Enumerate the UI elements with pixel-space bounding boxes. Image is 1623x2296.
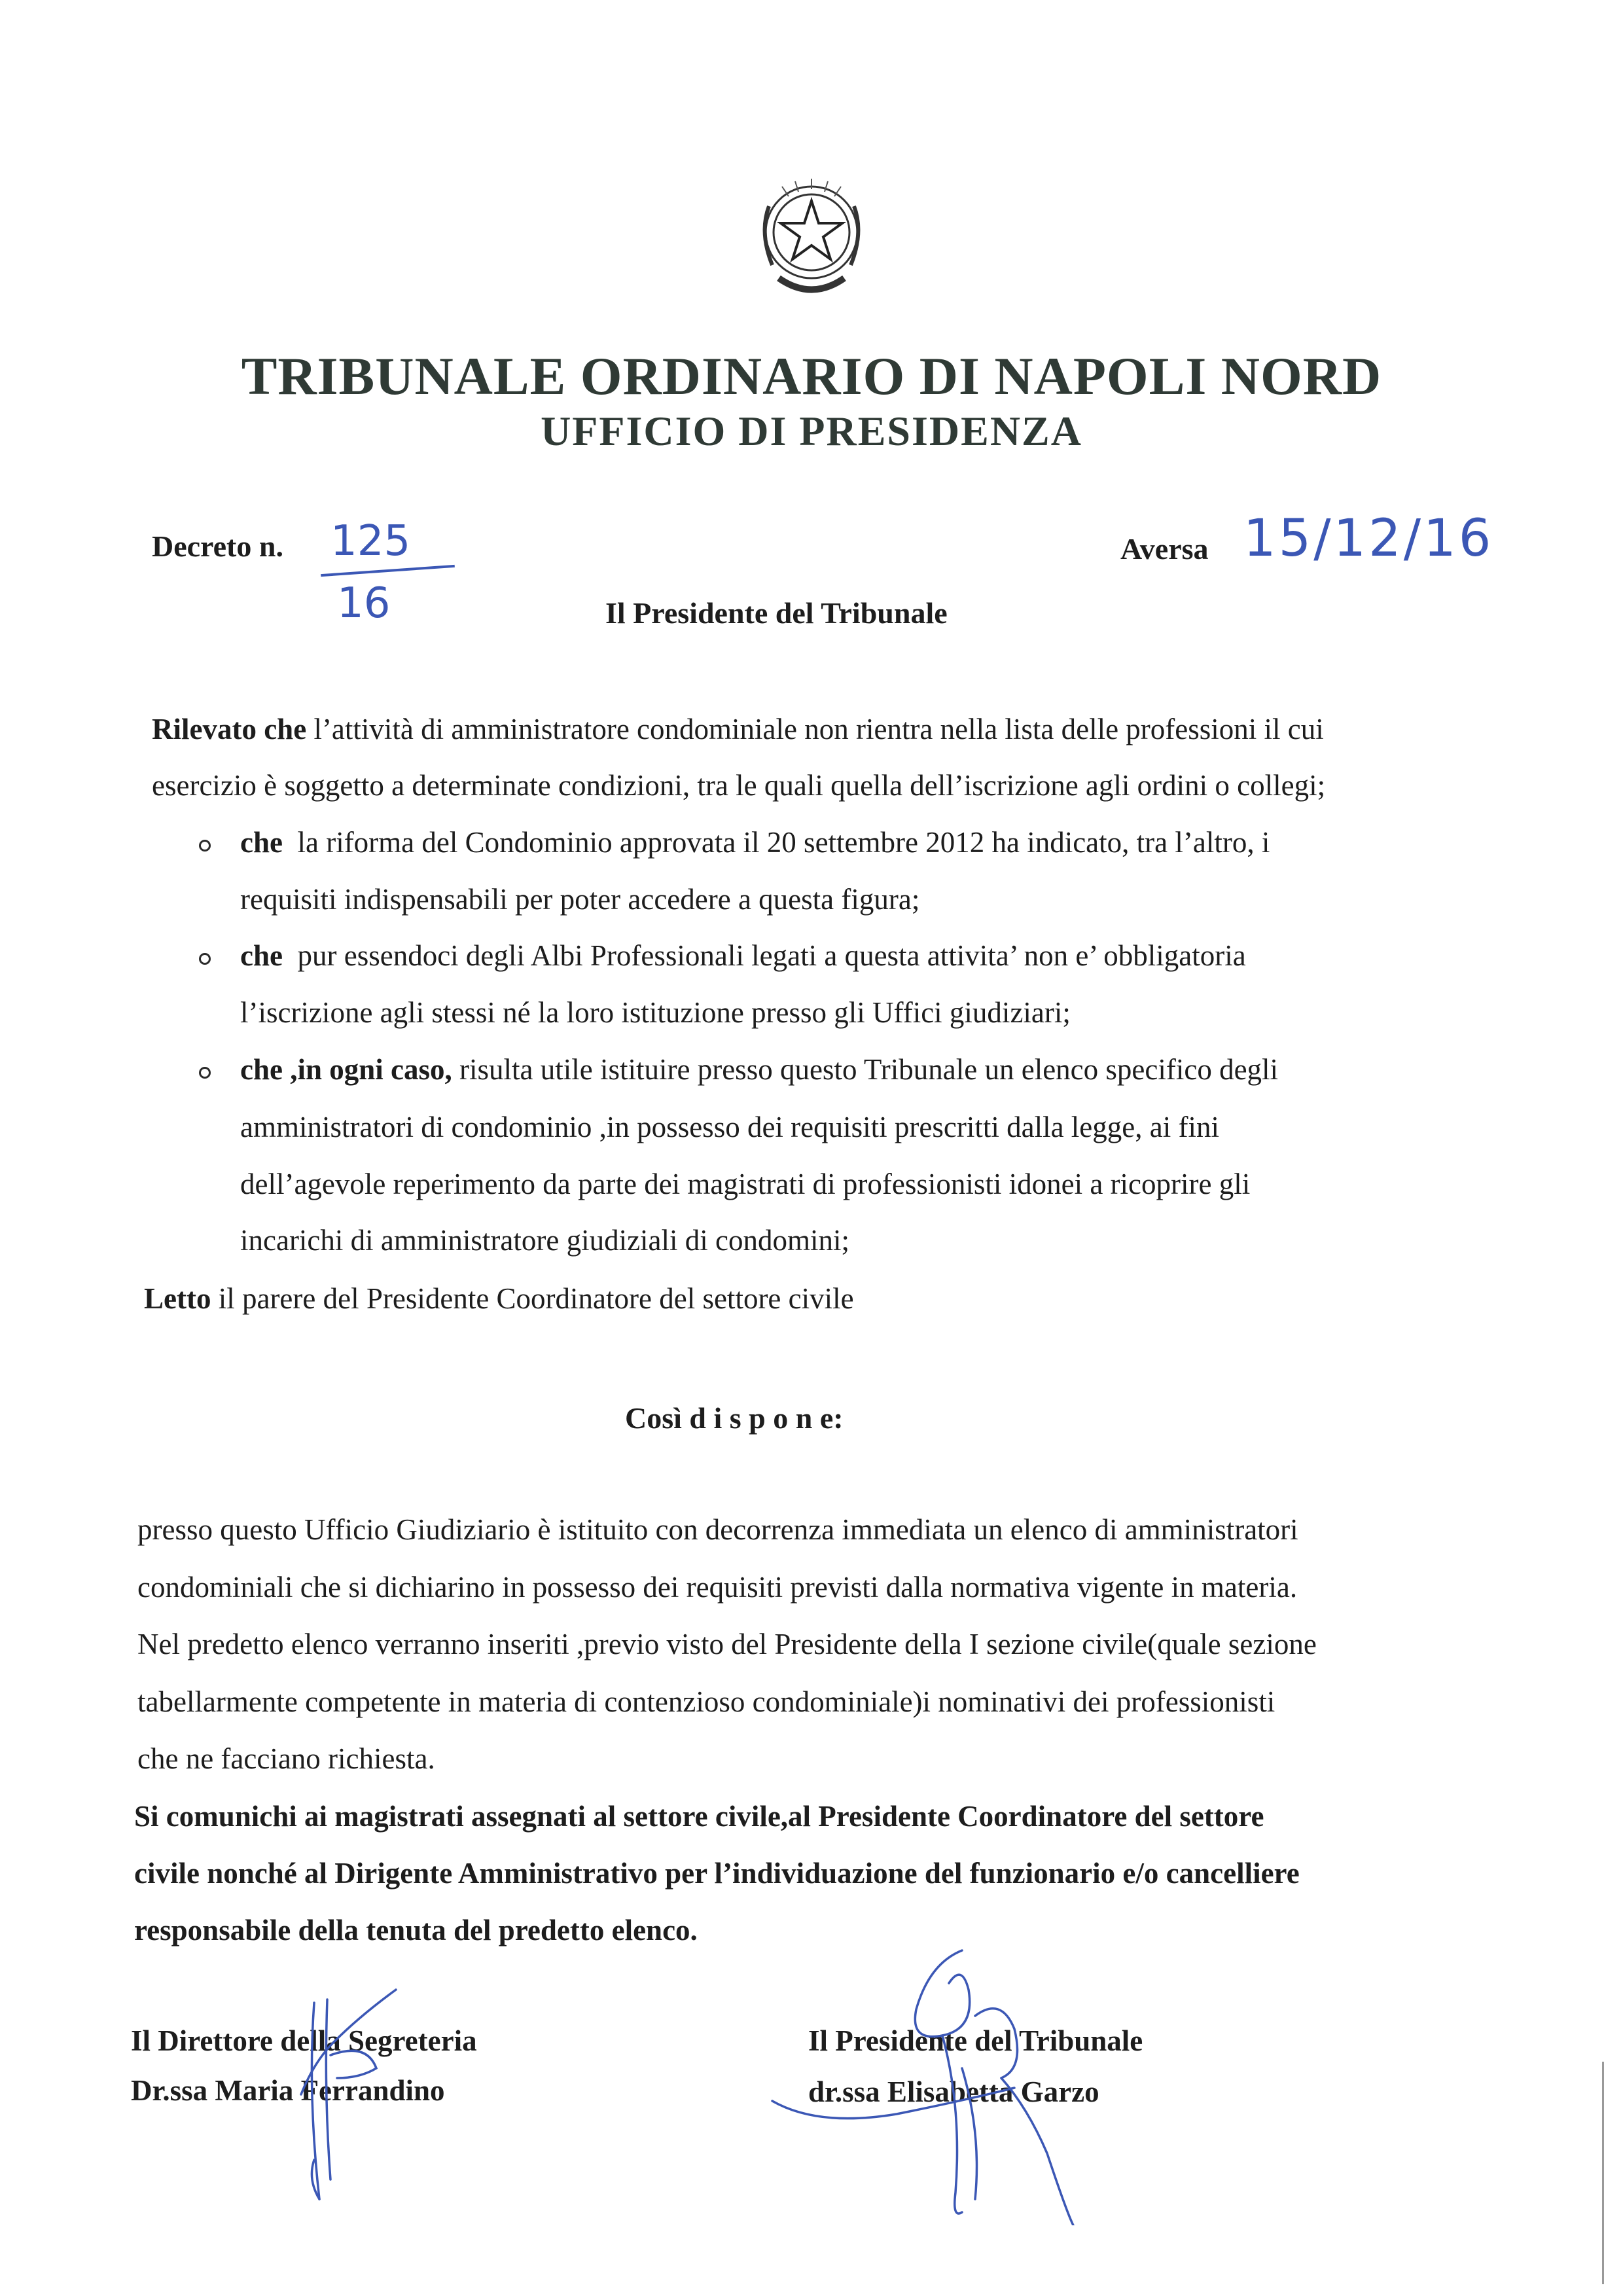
disposition-p1-line2: condominiali che si dichiarino in possesso dei requisiti previsti dalla normativa vigente in materia.: [137, 1571, 1298, 1604]
left-signatory-role: Il Direttore della Segreteria: [131, 2024, 477, 2057]
date-handwritten: 15/12/16: [1243, 509, 1494, 568]
office-subtitle: UFFICIO DI PRESIDENZA: [541, 408, 1082, 454]
recital-bullet2-keyword: che: [240, 939, 283, 972]
letto-line: [144, 1284, 854, 1314]
bullet-icon: [199, 1067, 211, 1079]
recital-bullet3-text: risulta utile istituire presso questo Tribunale un elenco specifico degli: [459, 1053, 1279, 1086]
recital-bullet3-line1: [240, 1055, 1278, 1085]
letto-keyword: Letto: [144, 1282, 211, 1315]
recital-bullet2-line2: l’iscrizione agli stessi né la loro istituzione presso gli Uffici giudiziari;: [240, 996, 1071, 1029]
issuer-heading: Il Presidente del Tribunale: [605, 596, 948, 630]
disposition-p3-line2: civile nonché al Dirigente Amministrativo per l’individuazione del funzionario e/o cancelliere: [134, 1857, 1300, 1890]
recital-intro-line1: [152, 715, 1324, 744]
recital-intro-keyword: Rilevato che: [152, 713, 307, 745]
recital-bullet1-keyword: che: [240, 826, 283, 859]
recital-bullet2-text: pur essendoci degli Albi Professionali legati a questa attivita’ non e’ obbligatoria: [297, 939, 1246, 972]
left-handwritten-signature: [262, 1964, 432, 2212]
court-title: TRIBUNALE ORDINARIO DI NAPOLI NORD: [241, 346, 1382, 406]
italian-republic-emblem-icon: [743, 167, 880, 304]
letto-text: il parere del Presidente Coordinatore del settore civile: [211, 1282, 854, 1315]
disposition-p1-line1: presso questo Ufficio Giudiziario è istituito con decorrenza immediata un elenco di amministratori: [137, 1513, 1298, 1546]
recital-bullet1-line2: requisiti indispensabili per poter accedere a questa figura;: [240, 883, 920, 916]
right-signatory-role: Il Presidente del Tribunale: [808, 2024, 1143, 2057]
disposition-p3-line3: responsabile della tenuta del predetto elenco.: [134, 1914, 698, 1946]
place-label: Aversa: [1120, 532, 1209, 565]
right-signatory-name: dr.ssa Elisabetta Garzo: [808, 2075, 1099, 2108]
disposition-p3-line1: Si comunichi ai magistrati assegnati al settore civile,al Presidente Coordinatore del settore: [134, 1800, 1264, 1833]
decree-fraction-line: [321, 565, 455, 577]
scan-edge-mark: [1602, 2062, 1604, 2284]
decree-label: Decreto n.: [152, 529, 283, 563]
recital-bullet1-line1: [240, 828, 1270, 857]
disposition-p2-line2: tabellarmente competente in materia di contenzioso condominiale)i nominativi dei professionisti: [137, 1685, 1275, 1718]
recital-intro-text: l’attività di amministratore condominiale non rientra nella lista delle professioni il cui: [306, 713, 1324, 745]
recital-bullet3-line4: incarichi di amministratore giudiziali di condomini;: [240, 1224, 850, 1257]
recital-bullet3-keyword: che ,in ogni caso,: [240, 1053, 452, 1086]
recital-bullet1-text: la riforma del Condominio approvata il 20 settembre 2012 ha indicato, tra l’altro, i: [297, 826, 1270, 859]
recital-bullet3-line2: amministratori di condominio ,in possesso dei requisiti prescritti dalla legge, ai fini: [240, 1111, 1219, 1143]
recital-bullet3-line3: dell’agevole reperimento da parte dei magistrati di professionisti idonei a ricoprire gli: [240, 1168, 1251, 1200]
decree-year-handwritten: 16: [337, 579, 391, 628]
recital-intro-line2: esercizio è soggetto a determinate condizioni, tra le quali quella dell’iscrizione agli ordini o collegi;: [152, 769, 1326, 802]
right-handwritten-signature: [766, 1937, 1171, 2225]
disposition-p2-line3: che ne facciano richiesta.: [137, 1742, 435, 1775]
disposition-heading: Così d i s p o n e:: [625, 1401, 844, 1435]
bullet-icon: [199, 840, 211, 852]
recital-bullet2-line1: [240, 941, 1246, 971]
disposition-p2-line1: Nel predetto elenco verranno inseriti ,previo visto del Presidente della I sezione civile(quale sezione: [137, 1628, 1317, 1660]
left-signatory-name: Dr.ssa Maria Ferrandino: [131, 2074, 445, 2107]
bullet-icon: [199, 953, 211, 965]
decree-number-handwritten: 125: [330, 517, 411, 565]
